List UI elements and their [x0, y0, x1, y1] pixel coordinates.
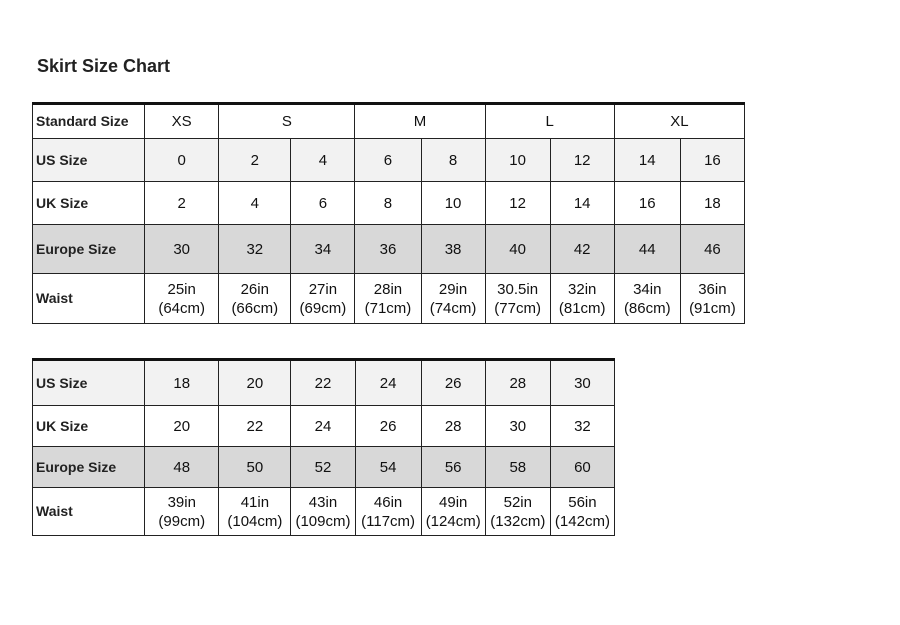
table-cell — [680, 274, 744, 324]
table-cell: 36 — [355, 225, 421, 274]
waist-cm: (66cm) — [231, 299, 279, 317]
europe-size-row — [33, 225, 745, 274]
table-cell: 12 — [485, 182, 550, 225]
standard-size-row — [33, 104, 745, 139]
row-label: US Size — [33, 139, 145, 182]
waist-cm: (81cm) — [558, 299, 606, 317]
table-cell: 22 — [291, 360, 355, 406]
table-cell — [550, 488, 614, 536]
row-label: Europe Size — [33, 447, 145, 488]
waist-inches: 30.5in — [497, 280, 539, 298]
table-cell: 42 — [550, 225, 614, 274]
table-cell — [219, 274, 291, 324]
row-label: UK Size — [33, 182, 145, 225]
table-cell — [550, 274, 614, 324]
uk-size-row — [33, 182, 745, 225]
waist-cm: (91cm) — [689, 299, 736, 317]
waist-inches: 41in — [240, 493, 270, 511]
waist-inches: 26in — [240, 280, 269, 298]
waist-cm: (132cm) — [490, 512, 546, 530]
table-cell: 50 — [219, 447, 291, 488]
table-cell: 26 — [421, 360, 485, 406]
table-cell: XL — [614, 104, 744, 139]
table-cell: 16 — [614, 182, 680, 225]
table-cell: 2 — [219, 139, 291, 182]
row-label: UK Size — [33, 406, 145, 447]
waist-cm: (99cm) — [158, 512, 206, 530]
waist-cm: (142cm) — [554, 512, 610, 530]
waist-inches: 32in — [568, 280, 597, 298]
table-cell: 44 — [614, 225, 680, 274]
table-cell: 8 — [421, 139, 485, 182]
size-table-2 — [32, 358, 615, 536]
table-cell: 28 — [485, 360, 550, 406]
table-cell — [145, 274, 219, 324]
table-cell: 18 — [680, 182, 744, 225]
waist-cm: (124cm) — [425, 512, 481, 530]
table-cell — [614, 274, 680, 324]
waist-cm: (64cm) — [158, 299, 206, 317]
waist-inches: 52in — [503, 493, 532, 511]
table-cell: 10 — [485, 139, 550, 182]
table-cell: 56 — [421, 447, 485, 488]
table-cell: 6 — [355, 139, 421, 182]
table-cell — [219, 488, 291, 536]
table-cell: 24 — [355, 360, 421, 406]
table-cell: 32 — [219, 225, 291, 274]
waist-cm: (69cm) — [299, 299, 347, 317]
table-cell: 26 — [355, 406, 421, 447]
waist-cm: (77cm) — [494, 299, 541, 317]
size-table-1 — [32, 102, 745, 324]
table-cell: 22 — [219, 406, 291, 447]
table-cell: M — [355, 104, 485, 139]
europe-size-row — [33, 447, 615, 488]
table-cell: 16 — [680, 139, 744, 182]
table-cell: L — [485, 104, 614, 139]
waist-inches: 43in — [308, 493, 338, 511]
table-cell: 14 — [550, 182, 614, 225]
waist-row — [33, 488, 615, 536]
waist-cm: (117cm) — [361, 512, 416, 530]
table-cell: 54 — [355, 447, 421, 488]
table-cell: 20 — [219, 360, 291, 406]
row-label: Waist — [33, 274, 145, 324]
table-cell: 20 — [145, 406, 219, 447]
waist-inches: 27in — [308, 280, 338, 298]
table-cell: 38 — [421, 225, 485, 274]
table-cell — [355, 488, 421, 536]
table-cell: 40 — [485, 225, 550, 274]
row-label: Europe Size — [33, 225, 145, 274]
table-cell — [291, 488, 355, 536]
waist-inches: 46in — [373, 493, 403, 511]
table-cell: 10 — [421, 182, 485, 225]
waist-inches: 36in — [698, 280, 727, 298]
row-label: Waist — [33, 488, 145, 536]
table-cell: 14 — [614, 139, 680, 182]
table-cell: 28 — [421, 406, 485, 447]
table-cell: 48 — [145, 447, 219, 488]
waist-cm: (71cm) — [364, 299, 412, 317]
table-cell: 0 — [145, 139, 219, 182]
table-cell: 18 — [145, 360, 219, 406]
table-cell — [291, 274, 355, 324]
table-cell: 32 — [550, 406, 614, 447]
waist-inches: 56in — [568, 493, 597, 511]
table-cell: 30 — [145, 225, 219, 274]
table-cell — [421, 274, 485, 324]
table-cell: 2 — [145, 182, 219, 225]
table-cell: 8 — [355, 182, 421, 225]
table-cell: S — [219, 104, 355, 139]
us-size-row — [33, 360, 615, 406]
table-cell: 34 — [291, 225, 355, 274]
waist-cm: (109cm) — [295, 512, 351, 530]
row-label: Standard Size — [33, 104, 145, 139]
waist-cm: (86cm) — [623, 299, 671, 317]
table-cell: 6 — [291, 182, 355, 225]
waist-cm: (104cm) — [227, 512, 283, 530]
table-cell: 4 — [219, 182, 291, 225]
waist-inches: 29in — [438, 280, 468, 298]
table-cell: 46 — [680, 225, 744, 274]
uk-size-row — [33, 406, 615, 447]
waist-inches: 34in — [633, 280, 662, 298]
table-cell — [485, 488, 550, 536]
waist-row — [33, 274, 745, 324]
us-size-row — [33, 139, 745, 182]
table-cell — [145, 488, 219, 536]
page-title: Skirt Size Chart — [37, 56, 171, 76]
table-cell: 30 — [550, 360, 614, 406]
waist-cm: (74cm) — [429, 299, 477, 317]
table-cell: 4 — [291, 139, 355, 182]
table-cell: 24 — [291, 406, 355, 447]
waist-inches: 25in — [167, 280, 196, 298]
table-cell — [485, 274, 550, 324]
table-cell: 52 — [291, 447, 355, 488]
table-cell: 30 — [485, 406, 550, 447]
waist-inches: 28in — [373, 280, 403, 298]
table-cell: XS — [145, 104, 219, 139]
waist-inches: 49in — [439, 493, 468, 511]
table-cell: 12 — [550, 139, 614, 182]
row-label: US Size — [33, 360, 145, 406]
table-cell: 60 — [550, 447, 614, 488]
table-cell — [355, 274, 421, 324]
table-cell: 58 — [485, 447, 550, 488]
waist-inches: 39in — [167, 493, 196, 511]
table-cell — [421, 488, 485, 536]
